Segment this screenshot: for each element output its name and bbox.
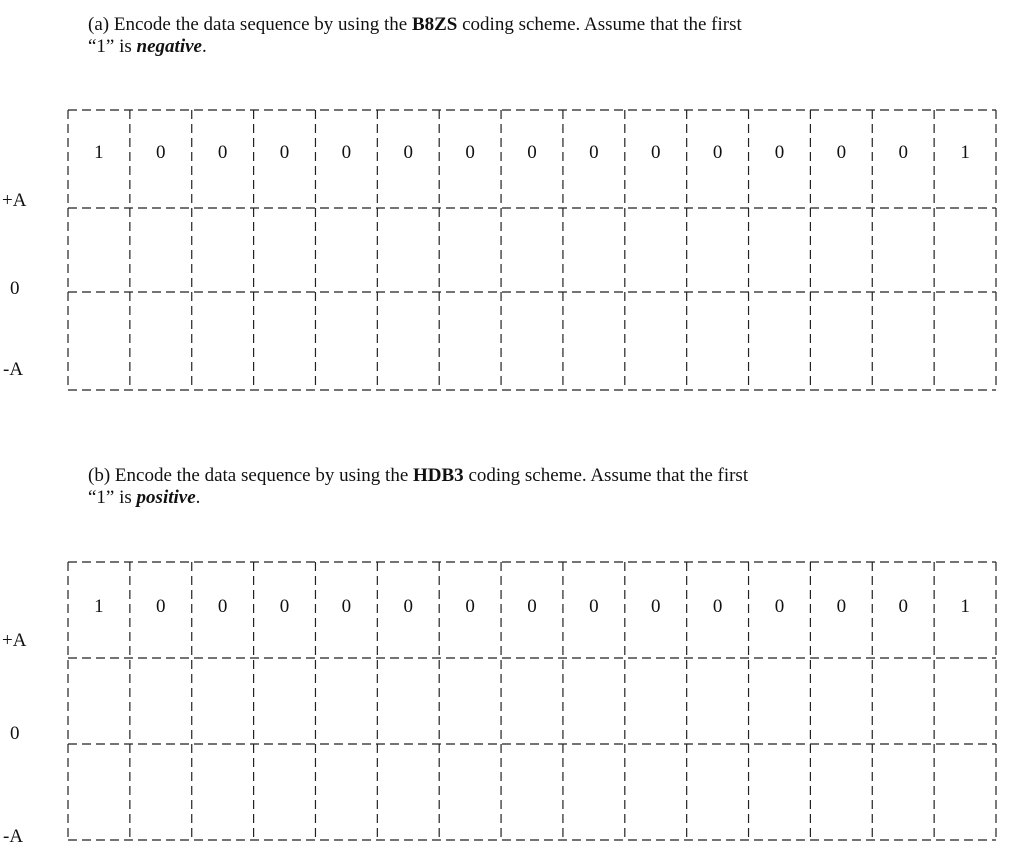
grid-a-bit-label: 0: [156, 142, 166, 163]
grid-b-bit-label: 1: [94, 596, 104, 617]
grid-b-bit-label: 0: [465, 596, 475, 617]
grid-a-bit-label: 0: [527, 142, 537, 163]
question-b-scheme: HDB3: [413, 465, 464, 486]
grid-a-bit-label: 1: [94, 142, 104, 163]
grid-a-bit-label: 0: [898, 142, 908, 163]
question-b-line2: [88, 487, 908, 509]
grid-a-bit-label: 1: [960, 142, 970, 163]
grid-a-bit-label: 0: [650, 142, 661, 163]
encoding-grid-a: [0, 100, 1024, 400]
grid-b-bit-label: 0: [279, 596, 290, 617]
question-a-line2: [88, 36, 908, 58]
question-b-line1: [88, 465, 908, 487]
grid-a-level-plus: +A: [2, 190, 27, 211]
question-b: [88, 465, 908, 509]
grid-b-bit-label: 0: [836, 596, 847, 617]
grid-b-bit-label: 0: [341, 596, 352, 617]
grid-b-bit-label: 0: [650, 596, 661, 617]
grid-a-bit-label: 0: [774, 142, 785, 163]
grid-b-level-zero: 0: [10, 723, 20, 744]
grid-b-bit-label: 1: [960, 596, 970, 617]
question-a-line1: [88, 14, 908, 36]
question-b-label: (b): [88, 465, 111, 486]
grid-b-bit-label: 0: [589, 596, 599, 617]
grid-a-bit-label: 0: [279, 142, 290, 163]
question-b-polarity: positive: [136, 487, 196, 508]
grid-b-bit-label: 0: [712, 596, 723, 617]
grid-b-bit-label: 0: [898, 596, 908, 617]
question-a-text-after: coding scheme. Assume that the first: [462, 14, 742, 35]
question-a-line2-after: .: [201, 36, 207, 57]
grid-b-level-plus: +A: [2, 630, 27, 651]
question-a-polarity: negative: [136, 36, 202, 57]
grid-a-bit-label: 0: [712, 142, 723, 163]
grid-b-bit-label: 0: [217, 596, 228, 617]
grid-b-level-minus: -A: [3, 826, 24, 847]
question-b-line2-before: “1” is: [88, 487, 132, 508]
grid-b-bit-label: 0: [527, 596, 537, 617]
grid-a-bit-label: 0: [341, 142, 352, 163]
grid-b-bit-label: 0: [774, 596, 785, 617]
grid-b-bit-label: 0: [403, 596, 414, 617]
question-a-line2-before: “1” is: [88, 36, 132, 57]
grid-a-bit-label: 0: [836, 142, 847, 163]
encoding-grid-b: [0, 548, 1024, 848]
grid-b-bit-label: 0: [156, 596, 166, 617]
grid-a-bit-label: 0: [589, 142, 599, 163]
grid-a-bit-label: 0: [465, 142, 475, 163]
grid-a-bit-label: 0: [217, 142, 228, 163]
grid-a-bit-label: 0: [403, 142, 414, 163]
question-a: [88, 14, 908, 58]
grid-a-level-minus: -A: [3, 359, 24, 380]
question-a-scheme: B8ZS: [411, 14, 458, 35]
question-a-label: (a): [88, 14, 110, 35]
question-a-text-before: Encode the data sequence by using the: [113, 14, 408, 35]
grid-a-level-zero: 0: [10, 278, 20, 299]
question-b-text-after: coding scheme. Assume that the first: [468, 465, 749, 486]
question-b-line2-after: .: [195, 487, 201, 508]
question-b-text-before: Encode the data sequence by using the: [114, 465, 409, 486]
